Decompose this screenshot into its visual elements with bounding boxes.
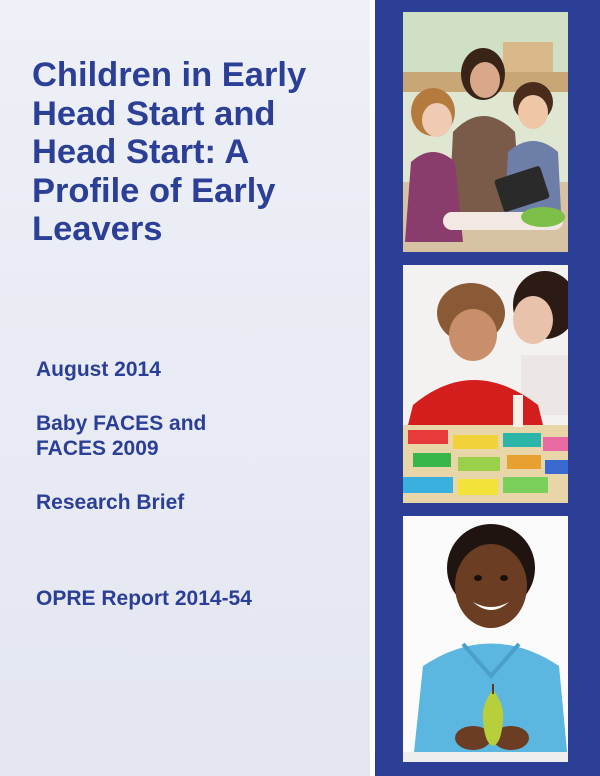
title-line: Head Start: A <box>32 133 250 171</box>
toddler-with-blocks-photo <box>403 265 568 503</box>
title-line: Profile of Early <box>32 171 276 210</box>
brief-type: Research Brief <box>36 491 185 514</box>
study-name <box>36 411 206 461</box>
study-line: Baby FACES and <box>36 412 207 435</box>
report-date: August 2014 <box>36 358 161 381</box>
report-title <box>32 56 352 249</box>
teacher-with-children-tablet-photo <box>403 12 568 252</box>
title-line: Head Start and <box>32 94 276 133</box>
study-line: FACES 2009 <box>36 437 159 460</box>
report-number: OPRE Report 2014-54 <box>36 587 252 610</box>
title-line: Children in Early <box>32 56 307 94</box>
title-line: Leavers <box>32 210 163 248</box>
smiling-girl-with-pear-photo <box>403 516 568 762</box>
